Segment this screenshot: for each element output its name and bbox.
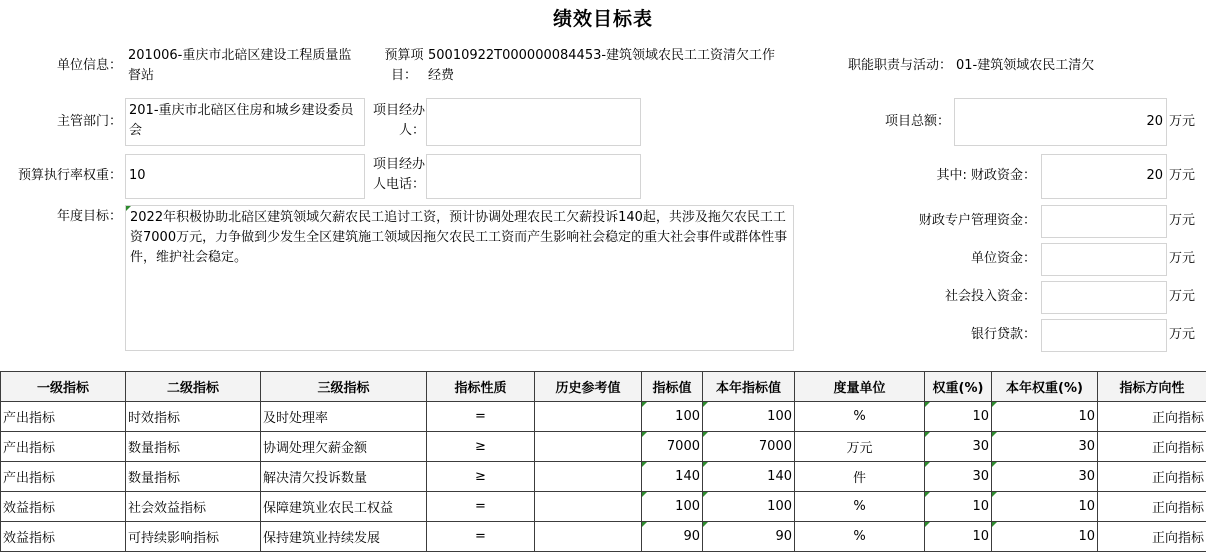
cell-year-target[interactable]: 7000 [703,432,795,462]
header-year-target: 本年指标值 [703,372,795,402]
social-fund-field[interactable] [1041,281,1167,314]
goal-textarea[interactable] [125,205,794,351]
rate-weight-label: 预算执行率权重： [17,168,122,183]
cell-weight[interactable]: 30 [925,432,992,462]
cell-target[interactable]: 7000 [642,432,703,462]
header-history: 历史参考值 [535,372,642,402]
cell-level1: 效益指标 [1,522,126,552]
table-row [1,402,1206,432]
cell-level3: 协调处理欠薪金额 [261,432,427,462]
header-level3: 三级指标 [261,372,427,402]
function-label: 职能职责与活动： [847,58,952,73]
fiscal-label: 其中: 财政资金： [936,168,1036,183]
manager-label: 项目经办人： [372,103,425,138]
bank-loan-label: 银行贷款： [970,327,1036,342]
cell-weight[interactable]: 30 [925,462,992,492]
cell-year-weight[interactable]: 30 [992,432,1098,462]
cell-level3: 解决清欠投诉数量 [261,462,427,492]
cell-level3: 保持建筑业持续发展 [261,522,427,552]
cell-target[interactable]: 140 [642,462,703,492]
cell-year-weight[interactable]: 10 [992,492,1098,522]
cell-history [535,402,642,432]
header-level2: 二级指标 [126,372,261,402]
dept-field[interactable]: 201-重庆市北碚区住房和城乡建设委员会 [125,98,365,146]
cell-year-target[interactable]: 100 [703,492,795,522]
special-fund-field[interactable] [1041,205,1167,238]
header-level1: 一级指标 [1,372,126,402]
cell-unit: % [795,402,925,432]
cell-direction: 正向指标 [1098,522,1206,552]
unit-fund-unit: 万元 [1169,251,1196,266]
cell-weight[interactable]: 10 [925,402,992,432]
cell-nature: = [427,402,535,432]
cell-target[interactable]: 100 [642,402,703,432]
bank-loan-field[interactable] [1041,319,1167,352]
cell-direction: 正向指标 [1098,462,1206,492]
cell-direction: 正向指标 [1098,402,1206,432]
cell-year-weight[interactable]: 10 [992,402,1098,432]
header-year-weight: 本年权重(%) [992,372,1098,402]
cell-direction: 正向指标 [1098,432,1206,462]
cell-level1: 产出指标 [1,402,126,432]
goal-text: 2022年积极协助北碚区建筑领域欠薪农民工追讨工资，预计协调处理农民工欠薪投诉140起，共涉及拖欠农民工工资7000万元，力争做到少发生全区建筑施工领域因拖欠农民工工资而产生影响社会稳定的重大社会事件或群体性事件，维护社会稳定。 [130,210,788,265]
fiscal-field[interactable]: 20 [1041,154,1167,199]
cell-level3: 及时处理率 [261,402,427,432]
cell-unit: % [795,522,925,552]
cell-level1: 产出指标 [1,432,126,462]
table-row [1,432,1206,462]
total-label: 项目总额： [884,114,950,129]
cell-history [535,462,642,492]
cell-nature: ≥ [427,462,535,492]
cell-unit: 件 [795,462,925,492]
header-direction: 指标方向性 [1098,372,1206,402]
cell-weight[interactable]: 10 [925,522,992,552]
cell-level2: 时效指标 [126,402,261,432]
function-value: 01-建筑领域农民工清欠 [956,58,1095,73]
cell-level1: 效益指标 [1,492,126,522]
budget-item-label: 预算项目： [384,48,424,83]
cell-direction: 正向指标 [1098,492,1206,522]
cell-weight[interactable]: 10 [925,492,992,522]
cell-level2: 可持续影响指标 [126,522,261,552]
cell-year-target[interactable]: 100 [703,402,795,432]
dept-label: 主管部门： [56,114,122,129]
special-fund-unit: 万元 [1169,213,1196,228]
bank-loan-unit: 万元 [1169,327,1196,342]
total-field[interactable]: 20 [954,98,1167,146]
cell-level2: 数量指标 [126,432,261,462]
cell-level3: 保障建筑业农民工权益 [261,492,427,522]
cell-nature: ≥ [427,432,535,462]
cell-unit: 万元 [795,432,925,462]
table-header-row [1,372,1206,402]
header-unit: 度量单位 [795,372,925,402]
special-fund-label: 财政专户管理资金： [918,213,1036,228]
cell-history [535,522,642,552]
header-weight: 权重(%) [925,372,992,402]
goal-label: 年度目标： [56,209,122,224]
cell-history [535,432,642,462]
header-nature: 指标性质 [427,372,535,402]
cell-nature: = [427,492,535,522]
cell-year-weight[interactable]: 30 [992,462,1098,492]
page-title: 绩效目标表 [552,8,653,30]
social-fund-unit: 万元 [1169,289,1196,304]
social-fund-label: 社会投入资金： [944,289,1036,304]
budget-item-value: 50010922T000000084453-建筑领域农民工工资清欠工作经费 [428,48,776,83]
cell-year-target[interactable]: 90 [703,522,795,552]
cell-unit: % [795,492,925,522]
cell-target[interactable]: 90 [642,522,703,552]
header-target: 指标值 [642,372,703,402]
phone-label: 项目经办人电话： [372,157,425,192]
total-unit: 万元 [1169,114,1196,129]
unit-fund-field[interactable] [1041,243,1167,276]
unit-info-value: 201006-重庆市北碚区建设工程质量监督站 [128,48,352,83]
table-row [1,492,1206,522]
cell-nature: = [427,522,535,552]
cell-year-weight[interactable]: 10 [992,522,1098,552]
phone-field[interactable] [426,154,641,199]
indicator-table [0,371,1206,552]
cell-level2: 数量指标 [126,462,261,492]
unit-info-label: 单位信息： [56,58,122,73]
manager-field[interactable] [426,98,641,146]
table-row [1,462,1206,492]
cell-year-target[interactable]: 140 [703,462,795,492]
fiscal-unit: 万元 [1169,168,1196,183]
cell-target[interactable]: 100 [642,492,703,522]
rate-weight-field[interactable]: 10 [125,154,365,199]
unit-fund-label: 单位资金： [970,251,1036,266]
cell-level1: 产出指标 [1,462,126,492]
cell-history [535,492,642,522]
cell-level2: 社会效益指标 [126,492,261,522]
table-row [1,522,1206,552]
